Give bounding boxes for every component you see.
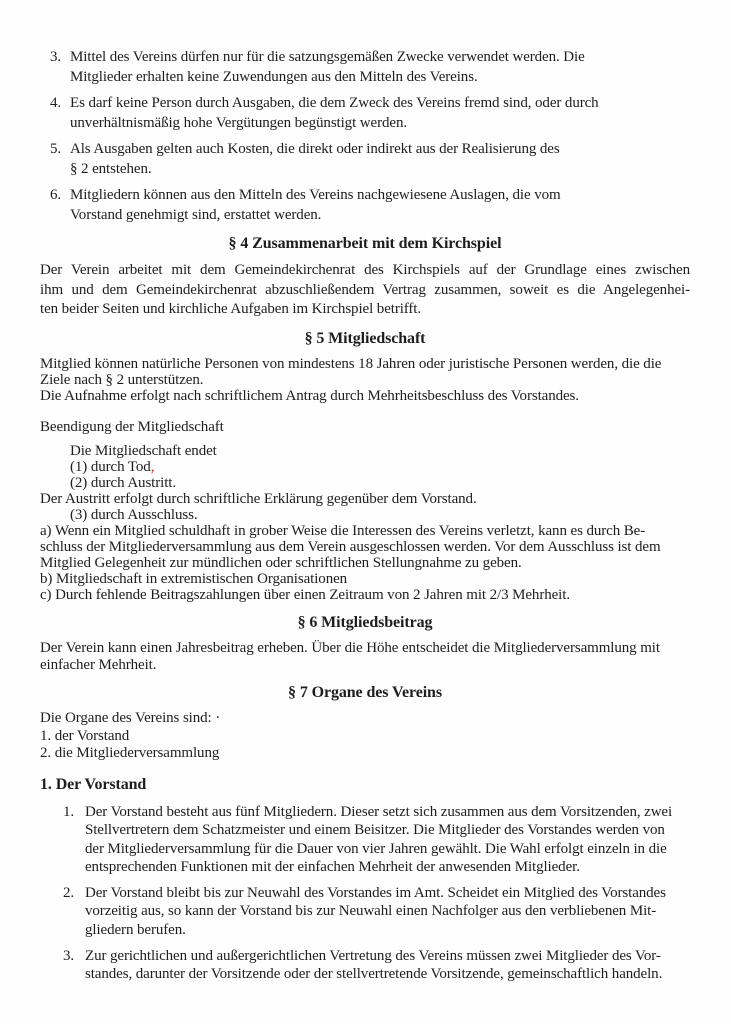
subheading-vorstand: 1. Der Vorstand (40, 775, 147, 793)
text-line: Der Verein kann einen Jahresbeitrag erheben. Über die Höhe entscheidet die Mitgliederversammlung mit (40, 640, 660, 656)
heading-paragraph-5: § 5 Mitgliedschaft (304, 329, 426, 347)
text-line: ihm und dem Gemeindekirchenrat abzuschließendem Vertrag zusammen, soweit es die Angelegenhei- (40, 281, 690, 298)
list-item (40, 186, 690, 225)
text-line: Stellvertretern dem Schatzmeister und einem Beisitzer. Die Mitglieder des Vorstandes werden von (85, 822, 665, 839)
list-item-number: 3. (63, 947, 75, 964)
text-line: entsprechenden Funktionen mit der einfachen Mehrheit der anwesenden Mitglieder. (85, 859, 580, 876)
text-line: Der Verein arbeitet mit dem Gemeindekirchenrat des Kirchspiels auf der Grundlage eines zwischen (40, 262, 690, 278)
list-item-text (70, 140, 560, 179)
paragraph-5-body (40, 356, 690, 404)
list-item (40, 140, 690, 179)
section3-list (40, 48, 690, 225)
membership-end-item-2: (2) durch Austritt. (70, 475, 177, 491)
organe-item-1: 1. der Vorstand (40, 727, 130, 744)
heading-paragraph-4: § 4 Zusammenarbeit mit dem Kirchspiel (228, 235, 502, 252)
red-comma: , (150, 459, 155, 475)
austritt-note: Der Austritt erfolgt durch schriftliche Erklärung gegenüber dem Vorstand. (40, 491, 477, 507)
text-line: Vorstand genehmigt sind, erstattet werden. (70, 206, 322, 223)
text-line: standes, darunter der Vorsitzende oder der stellvertretende Vorsitzende, gemeinschaftlich handeln. (85, 966, 663, 983)
organe-list (40, 710, 690, 763)
heading-paragraph-6: § 6 Mitgliedsbeitrag (297, 614, 433, 631)
text-line: § 2 entstehen. (70, 160, 152, 177)
text-line: Mitgliedern können aus den Mitteln des Vereins nachgewiesene Auslagen, die vom (70, 187, 561, 203)
text-line: a) Wenn ein Mitglied schuldhaft in grober Weise die Interessen des Vereins verletzt, kann es durch Be- (40, 523, 646, 539)
list-item-text (85, 947, 662, 984)
ausschluss-a-text (40, 523, 690, 571)
list-item (40, 94, 690, 133)
list-item-text (70, 94, 599, 133)
list-item-number: 4. (50, 95, 62, 111)
paragraph-6-body (40, 640, 690, 674)
text-line: gliedern berufen. (85, 922, 186, 939)
heading-paragraph-7: § 7 Organe des Vereins (288, 684, 442, 701)
list-item (40, 803, 690, 877)
vorstand-list (40, 803, 690, 984)
text-line: Die Aufnahme erfolgt nach schriftlichem Antrag durch Mehrheitsbeschluss des Vorstandes. (40, 387, 579, 404)
text-line: einfacher Mehrheit. (40, 657, 157, 673)
text-line: unverhältnismäßig hohe Vergütungen begünstigt werden. (70, 114, 407, 131)
paragraph-4-body (40, 261, 690, 320)
text-line: der Mitgliederversammlung für die Dauer von vier Jahren gewählt. Die Wahl erfolgt einzeln in die (85, 840, 667, 857)
ausschluss-c-text: c) Durch fehlende Beitragszahlungen über einen Zeitraum von 2 Jahren mit 2/3 Mehrheit. (40, 587, 570, 603)
list-item-number: 6. (50, 187, 62, 203)
list-item-number: 1. (63, 803, 75, 820)
text-line: Der Vorstand besteht aus fünf Mitgliedern. Dieser setzt sich zusammen aus dem Vorsitzenden, zwei (85, 803, 673, 820)
list-item-text (70, 186, 561, 225)
membership-end-block (40, 443, 690, 603)
organe-item-2: 2. die Mitgliederversammlung (40, 745, 220, 761)
text-line: Ziele nach § 2 unterstützen. (40, 371, 204, 388)
list-item (40, 48, 690, 87)
list-item-number: 2. (63, 884, 75, 901)
text-line: ten beider Seiten und kirchliche Aufgaben im Kirchspiel betrifft. (40, 301, 422, 317)
ausschluss-b-text: b) Mitgliedschaft in extremistischen Organisationen (40, 571, 348, 587)
text-line: Zur gerichtlichen und außergerichtlichen Vertretung des Vereins müssen zwei Mitglieder des Vor- (85, 947, 661, 964)
organe-intro: Die Organe des Vereins sind: · (40, 710, 221, 726)
list-item-text (70, 48, 585, 87)
text-line: Mitglied können natürliche Personen von mindestens 18 Jahren oder juristische Personen werden, die die (40, 355, 662, 372)
list-item (40, 947, 690, 984)
list-item-text (85, 803, 672, 877)
membership-end-item-3: (3) durch Ausschluss. (70, 507, 198, 523)
list-item-number: 5. (50, 141, 62, 157)
text-line: schluss der Mitgliederversammlung aus dem Verein ausgeschlossen werden. Vor dem Ausschluss ist dem (40, 539, 661, 555)
text-line: Mitglied Gelegenheit zur mündlichen oder schriftlichen Stellungnahme zu geben. (40, 555, 522, 571)
text-line: Als Ausgaben gelten auch Kosten, die direkt oder indirekt aus der Realisierung des (70, 141, 560, 157)
list-item-number: 3. (50, 49, 62, 65)
list-item-text (85, 884, 666, 940)
text-line: Der Vorstand bleibt bis zur Neuwahl des Vorstandes im Amt. Scheidet ein Mitglied des Vorstandes (85, 884, 666, 901)
text-line: Mittel des Vereins dürfen nur für die satzungsgemäßen Zwecke verwendet werden. Die (70, 49, 585, 65)
text-line: Es darf keine Person durch Ausgaben, die dem Zweck des Vereins fremd sind, oder durch (70, 95, 599, 111)
list-item (40, 884, 690, 940)
text-line: vorzeitig aus, so kann der Vorstand bis zur Neuwahl einen Nachfolger aus den verbliebenen Mit- (85, 903, 657, 920)
membership-end-item-1: (1) durch Tod, (70, 459, 155, 475)
beendigung-label: Beendigung der Mitgliedschaft (40, 418, 224, 435)
text-line: Mitglieder erhalten keine Zuwendungen aus den Mitteln des Vereins. (70, 68, 478, 85)
membership-end-intro: Die Mitgliedschaft endet (70, 443, 217, 459)
